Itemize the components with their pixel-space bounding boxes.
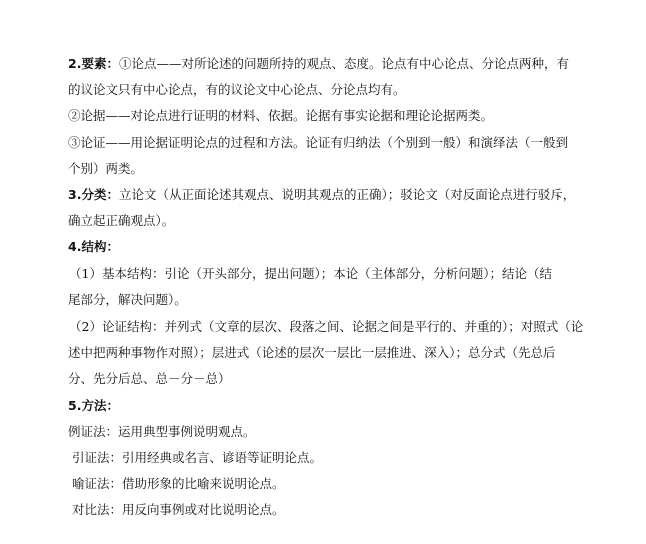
section-4-line-4: 述中把两种事物作对照）；层进式（论述的层次一层比一层推进、深入）；总分式（先总后 [68, 345, 556, 360]
section-3-text: 立论文（从正面论述其观点、说明其观点的正确）；驳论文（对反面论点进行驳斥， [118, 187, 576, 202]
section-2-line-2: 的议论文只有中心论点，有的议论文中心论点、分论点均有。 [68, 82, 406, 97]
section-3-heading: 3.分类： [68, 187, 119, 202]
section-2-line-4: ③论证——用论据证明论点的过程和方法。论证有归纳法（个别到一般）和演绎法（一般到 [68, 135, 569, 150]
section-2-line-1 [68, 55, 569, 73]
section-2-heading: 2.要素： [68, 56, 119, 71]
section-3-line-2: 确立起正确观点）。 [68, 213, 175, 228]
section-5-line-2: 引证法：引用经典或名言、谚语等证明论点。 [72, 450, 323, 465]
section-4-line-1: （1）基本结构：引论（开头部分，提出问题）；本论（主体部分，分析问题）；结论（结 [69, 266, 552, 281]
section-4-line-5: 分、先分后总、总－分－总） [68, 371, 231, 386]
section-4-heading: 4.结构： [68, 239, 119, 254]
section-5-line-4: 对比法：用反向事例或对比说明论点。 [72, 502, 285, 517]
section-5-line-3: 喻证法：借助形象的比喻来说明论点。 [72, 476, 285, 491]
section-5-heading: 5.方法： [68, 398, 119, 413]
section-2-text: ①论点——对所论述的问题所持的观点、态度。论点有中心论点、分论点两种，有 [118, 56, 569, 71]
section-4-line-3: （2）论证结构：并列式（文章的层次、段落之间、论据之间是平行的、并重的）；对照式（论 [69, 319, 584, 334]
section-2-line-5: 个别）两类。 [68, 161, 144, 176]
section-3-line-1 [68, 186, 575, 204]
section-5-line-1: 例证法：运用典型事例说明观点。 [68, 424, 256, 439]
section-4-line-2: 尾部分，解决问题）。 [68, 292, 187, 307]
section-2-line-3: ②论据——对论点进行证明的材料、依据。论据有事实论据和理论论据两类。 [68, 108, 494, 123]
